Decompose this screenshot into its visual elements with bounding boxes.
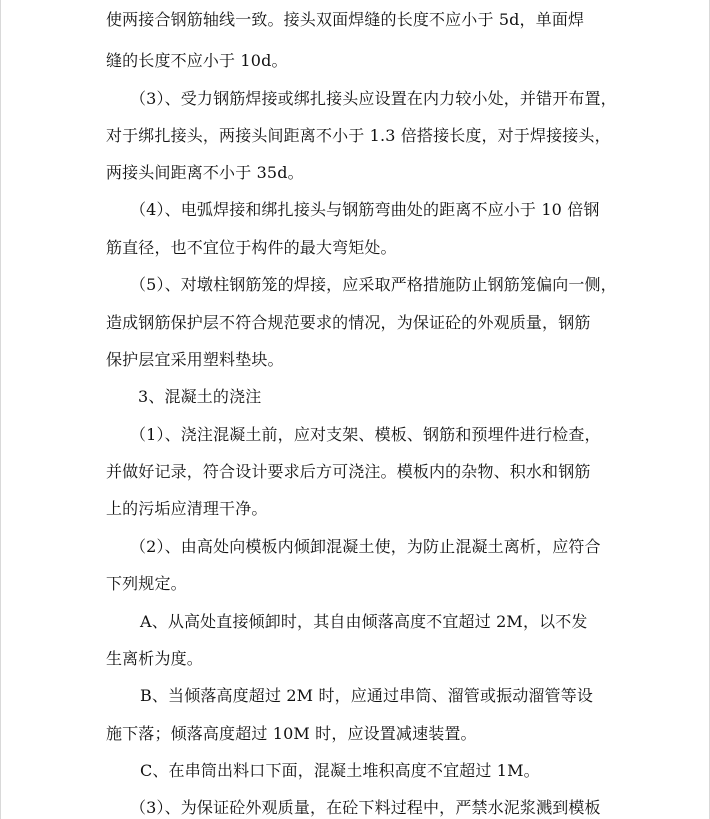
text-line-15: （2）、由高处向模板内倾卸混凝土使，为防止混凝土离析，应符合 bbox=[130, 537, 601, 556]
text-line-18: 生离析为度。 bbox=[106, 649, 203, 668]
text-line-8: （5）、对墩柱钢筋笼的焊接，应采取严格措施防止钢筋笼偏向一侧， bbox=[130, 275, 617, 294]
text-line-13: 并做好记录，符合设计要求后方可浇注。模板内的杂物、积水和钢筋 bbox=[106, 462, 591, 481]
text-line-22: （3）、为保证砼外观质量，在砼下料过程中，严禁水泥浆溅到模板 bbox=[130, 798, 601, 817]
page-left-edge bbox=[0, 0, 1, 819]
text-line-3: （3）、受力钢筋焊接或绑扎接头应设置在内力较小处，并错开布置， bbox=[130, 89, 617, 108]
text-line-1: 使两接合钢筋轴线一致。接头双面焊缝的长度不应小于 5d，单面焊 bbox=[106, 10, 585, 29]
text-line-9: 造成钢筋保护层不符合规范要求的情况，为保证砼的外观质量，钢筋 bbox=[106, 313, 591, 332]
text-line-10: 保护层宜采用塑料垫块。 bbox=[106, 350, 284, 369]
text-line-16: 下列规定。 bbox=[106, 574, 187, 593]
text-line-12: （1）、浇注混凝土前，应对支架、模板、钢筋和预埋件进行检查， bbox=[130, 425, 601, 444]
text-line-7: 筋直径，也不宜位于构件的最大弯矩处。 bbox=[106, 238, 397, 257]
text-line-5: 两接头间距离不小于 35d。 bbox=[106, 163, 304, 182]
text-line-6: （4）、电弧焊接和绑扎接头与钢筋弯曲处的距离不应小于 10 倍钢 bbox=[130, 200, 600, 219]
section-heading: 3、混凝土的浇注 bbox=[138, 387, 262, 406]
text-line-2: 缝的长度不应小于 10d。 bbox=[106, 51, 288, 70]
text-line-21: C、在串筒出料口下面，混凝土堆积高度不宜超过 1M。 bbox=[140, 761, 540, 780]
text-line-19: B、当倾落高度超过 2M 时，应通过串筒、溜管或振动溜管等设 bbox=[140, 686, 593, 705]
text-line-4: 对于绑扎接头，两接头间距离不小于 1.3 倍搭接长度，对于焊接接头， bbox=[106, 126, 611, 145]
text-line-20: 施下落；倾落高度超过 10M 时，应设置减速装置。 bbox=[106, 724, 477, 743]
text-line-14: 上的污垢应清理干净。 bbox=[106, 499, 268, 518]
text-line-17: A、从高处直接倾卸时，其自由倾落高度不宜超过 2M，以不发 bbox=[140, 612, 588, 631]
